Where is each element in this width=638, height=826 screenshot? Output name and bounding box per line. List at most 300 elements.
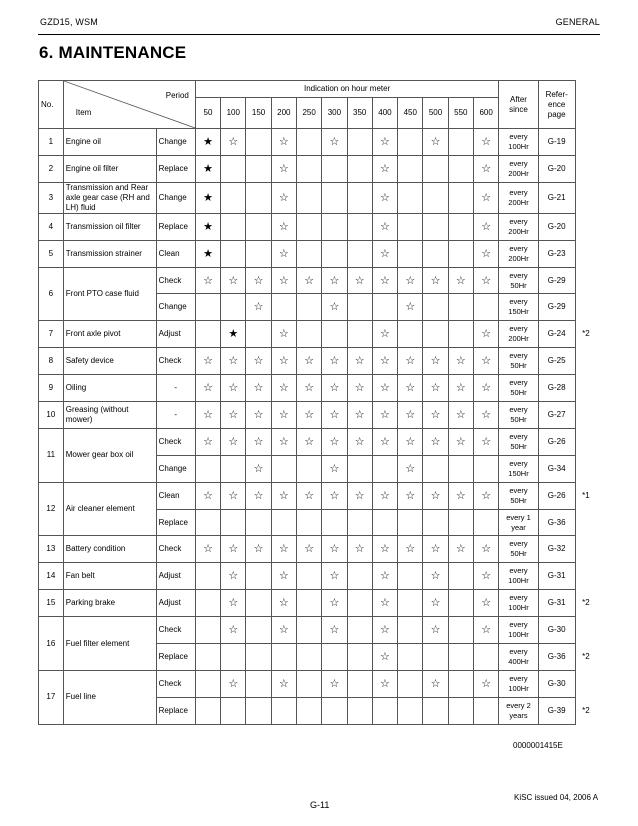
mark-cell [347,482,372,509]
hour-header-350: 350 [347,98,372,129]
row-note [575,455,596,482]
outline-star-icon: ☆ [203,355,213,368]
row-reference-page: G-39 [538,697,575,724]
row-action: Check [156,267,195,294]
filled-star-icon: ★ [228,328,239,341]
row-after-since: every 50Hr [499,482,538,509]
mark-cell [296,402,321,429]
col-header-ref: Refer-ence page [538,81,575,129]
row-reference-page: G-29 [538,294,575,321]
mark-cell [246,670,271,697]
mark-cell [221,402,246,429]
mark-cell [271,213,296,240]
row-item: Fuel filter element [63,617,156,671]
row-reference-page: G-31 [538,590,575,617]
mark-cell [423,267,448,294]
mark-cell [246,402,271,429]
row-action: Check [156,617,195,644]
mark-cell [448,536,473,563]
hour-header-50: 50 [195,98,220,129]
row-item: Fuel line [63,670,156,724]
mark-cell [296,294,321,321]
outline-star-icon: ☆ [203,274,213,287]
mark-cell [423,213,448,240]
mark-cell [372,348,397,375]
outline-star-icon: ☆ [481,247,492,260]
mark-cell [322,213,347,240]
mark-cell [398,509,423,536]
mark-cell [221,455,246,482]
row-after-since: every 50Hr [499,375,538,402]
outline-star-icon: ☆ [228,624,239,637]
row-action: Adjust [156,590,195,617]
mark-cell [221,155,246,182]
table-row [39,182,597,213]
mark-cell [271,455,296,482]
outline-star-icon: ☆ [278,543,289,556]
mark-cell [271,644,296,671]
row-action: Change [156,129,195,156]
outline-star-icon: ☆ [304,435,315,448]
page-title: 6. MAINTENANCE [39,43,187,62]
mark-cell [398,155,423,182]
outline-star-icon: ☆ [228,677,239,690]
row-after-since: every 100Hr [499,563,538,590]
outline-star-icon: ☆ [278,624,289,637]
mark-cell [271,321,296,348]
mark-cell [296,240,321,267]
mark-cell [271,509,296,536]
mark-cell [322,155,347,182]
outline-star-icon: ☆ [278,274,289,287]
mark-cell [322,129,347,156]
mark-cell [398,182,423,213]
row-after-since: every 200Hr [499,321,538,348]
row-number: 5 [39,240,64,267]
row-reference-page: G-19 [538,129,575,156]
mark-cell [398,213,423,240]
mark-cell [221,697,246,724]
mark-cell [398,563,423,590]
mark-cell [322,182,347,213]
mark-cell [423,644,448,671]
outline-star-icon: ☆ [278,408,289,421]
mark-cell [473,617,498,644]
outline-star-icon: ☆ [354,489,365,502]
mark-cell [195,240,220,267]
outline-star-icon: ☆ [253,435,264,448]
filled-star-icon: ★ [203,135,213,148]
row-number: 10 [39,402,64,429]
outline-star-icon: ☆ [329,408,340,421]
row-action: Replace [156,213,195,240]
row-item: Transmission and Rear axle gear case (RH and LH) fluid [63,182,156,213]
mark-cell [448,670,473,697]
outline-star-icon: ☆ [380,274,390,287]
mark-cell [246,590,271,617]
outline-star-icon: ☆ [278,135,289,148]
mark-cell [322,509,347,536]
maintenance-rows [39,129,597,725]
outline-star-icon: ☆ [481,570,492,583]
mark-cell [398,670,423,697]
row-after-since: every 100Hr [499,129,538,156]
mark-cell [372,509,397,536]
row-reference-page: G-20 [538,155,575,182]
row-action: Adjust [156,563,195,590]
hour-header-250: 250 [296,98,321,129]
mark-cell [398,348,423,375]
mark-cell [372,267,397,294]
outline-star-icon: ☆ [253,382,264,395]
mark-cell [246,348,271,375]
outline-star-icon: ☆ [430,274,441,287]
row-after-since: every 50Hr [499,402,538,429]
mark-cell [347,644,372,671]
mark-cell [473,536,498,563]
outline-star-icon: ☆ [481,274,492,287]
outline-star-icon: ☆ [354,274,365,287]
mark-cell [271,617,296,644]
mark-cell [423,348,448,375]
row-action: Replace [156,697,195,724]
mark-cell [246,294,271,321]
col-header-no: No. [39,81,64,129]
outline-star-icon: ☆ [455,382,466,395]
outline-star-icon: ☆ [481,408,492,421]
mark-cell [246,129,271,156]
outline-star-icon: ☆ [455,489,466,502]
mark-cell [372,590,397,617]
col-header-indication: Indication on hour meter [195,81,499,98]
row-number: 12 [39,482,64,536]
outline-star-icon: ☆ [380,382,390,395]
mark-cell [296,155,321,182]
mark-cell [372,375,397,402]
mark-cell [246,155,271,182]
mark-cell [398,455,423,482]
mark-cell [221,267,246,294]
row-number: 11 [39,428,64,482]
outline-star-icon: ☆ [329,355,340,368]
mark-cell [296,482,321,509]
row-number: 2 [39,155,64,182]
mark-cell [372,455,397,482]
mark-cell [473,670,498,697]
outline-star-icon: ☆ [228,489,239,502]
outline-star-icon: ☆ [430,677,441,690]
outline-star-icon: ☆ [455,543,466,556]
row-reference-page: G-26 [538,428,575,455]
mark-cell [448,294,473,321]
outline-star-icon: ☆ [278,677,289,690]
row-after-since: every 100Hr [499,590,538,617]
mark-cell [372,563,397,590]
row-note: *2 [582,651,590,661]
mark-cell [322,375,347,402]
outline-star-icon: ☆ [380,543,390,556]
mark-cell [322,590,347,617]
row-action: Change [156,455,195,482]
mark-cell [448,563,473,590]
mark-cell [473,482,498,509]
mark-cell [473,240,498,267]
item-label: Item [75,107,92,117]
outline-star-icon: ☆ [203,489,213,502]
mark-cell [423,402,448,429]
row-note [575,182,596,213]
mark-cell [347,402,372,429]
mark-cell [398,294,423,321]
mark-cell [347,617,372,644]
mark-cell [221,590,246,617]
outline-star-icon: ☆ [278,435,289,448]
mark-cell [195,294,220,321]
hour-header-400: 400 [372,98,397,129]
mark-cell [423,563,448,590]
filled-star-icon: ★ [203,220,213,233]
row-note: *2 [582,598,590,608]
row-number: 3 [39,182,64,213]
mark-cell [296,267,321,294]
mark-cell [296,617,321,644]
mark-cell [296,670,321,697]
row-note [575,670,596,697]
table-row [39,321,597,348]
row-item: Front PTO case fluid [63,267,156,321]
mark-cell [271,482,296,509]
mark-cell [195,563,220,590]
col-header-after: After since [499,81,538,129]
mark-cell [448,428,473,455]
table-row [39,240,597,267]
mark-cell [347,294,372,321]
row-note [575,348,596,375]
outline-star-icon: ☆ [354,435,365,448]
outline-star-icon: ☆ [405,408,416,421]
outline-star-icon: ☆ [405,382,416,395]
page-number: G-11 [310,800,330,810]
outline-star-icon: ☆ [253,408,264,421]
outline-star-icon: ☆ [278,247,289,260]
outline-star-icon: ☆ [253,301,264,314]
outline-star-icon: ☆ [405,435,416,448]
row-number: 17 [39,670,64,724]
mark-cell [423,617,448,644]
outline-star-icon: ☆ [278,162,289,175]
row-item: Transmission strainer [63,240,156,267]
outline-star-icon: ☆ [455,274,466,287]
row-after-since: every 2 years [499,697,538,724]
row-reference-page: G-21 [538,182,575,213]
outline-star-icon: ☆ [228,597,239,610]
outline-star-icon: ☆ [329,489,340,502]
mark-cell [296,213,321,240]
outline-star-icon: ☆ [228,382,239,395]
mark-cell [195,428,220,455]
mark-cell [372,482,397,509]
outline-star-icon: ☆ [430,435,441,448]
mark-cell [448,267,473,294]
row-item: Engine oil filter [63,155,156,182]
outline-star-icon: ☆ [380,435,390,448]
outline-star-icon: ☆ [228,135,239,148]
outline-star-icon: ☆ [430,408,441,421]
mark-cell [271,563,296,590]
outline-star-icon: ☆ [329,135,340,148]
mark-cell [322,563,347,590]
mark-cell [221,428,246,455]
mark-cell [372,182,397,213]
row-item: Mower gear box oil [63,428,156,482]
outline-star-icon: ☆ [304,408,315,421]
outline-star-icon: ☆ [329,570,340,583]
outline-star-icon: ☆ [481,328,492,341]
doc-header-right: GENERAL [555,17,600,27]
doc-header-left: GZD15, WSM [40,17,99,27]
row-action: - [156,402,195,429]
row-number: 6 [39,267,64,321]
outline-star-icon: ☆ [455,355,466,368]
mark-cell [347,670,372,697]
outline-star-icon: ☆ [380,624,390,637]
outline-star-icon: ☆ [278,328,289,341]
outline-star-icon: ☆ [278,489,289,502]
mark-cell [246,509,271,536]
mark-cell [221,129,246,156]
outline-star-icon: ☆ [228,408,239,421]
outline-star-icon: ☆ [278,597,289,610]
row-item: Parking brake [63,590,156,617]
mark-cell [448,155,473,182]
mark-cell [271,536,296,563]
mark-cell [473,455,498,482]
outline-star-icon: ☆ [228,543,239,556]
outline-star-icon: ☆ [228,355,239,368]
row-after-since: every 50Hr [499,348,538,375]
row-after-since: every 200Hr [499,155,538,182]
row-reference-page: G-30 [538,617,575,644]
mark-cell [322,240,347,267]
mark-cell [195,482,220,509]
mark-cell [347,697,372,724]
outline-star-icon: ☆ [253,274,264,287]
row-action: Check [156,536,195,563]
mark-cell [448,129,473,156]
mark-cell [423,670,448,697]
row-action: Clean [156,482,195,509]
outline-star-icon: ☆ [329,301,340,314]
mark-cell [322,402,347,429]
mark-cell [423,482,448,509]
outline-star-icon: ☆ [481,191,492,204]
outline-star-icon: ☆ [430,597,441,610]
row-note [575,155,596,182]
outline-star-icon: ☆ [405,543,416,556]
mark-cell [246,213,271,240]
outline-star-icon: ☆ [304,355,315,368]
row-number: 15 [39,590,64,617]
mark-cell [347,240,372,267]
outline-star-icon: ☆ [455,435,466,448]
outline-star-icon: ☆ [203,543,213,556]
outline-star-icon: ☆ [228,570,239,583]
mark-cell [473,590,498,617]
mark-cell [372,129,397,156]
mark-cell [271,182,296,213]
outline-star-icon: ☆ [380,220,390,233]
mark-cell [473,428,498,455]
outline-star-icon: ☆ [278,191,289,204]
outline-star-icon: ☆ [354,355,365,368]
row-reference-page: G-20 [538,213,575,240]
mark-cell [473,182,498,213]
outline-star-icon: ☆ [380,247,390,260]
outline-star-icon: ☆ [481,489,492,502]
outline-star-icon: ☆ [304,382,315,395]
table-row [39,482,597,509]
mark-cell [473,129,498,156]
mark-cell [448,482,473,509]
hour-header-150: 150 [246,98,271,129]
hour-header-500: 500 [423,98,448,129]
mark-cell [322,348,347,375]
mark-cell [296,348,321,375]
mark-cell [271,402,296,429]
mark-cell [372,213,397,240]
mark-cell [423,428,448,455]
mark-cell [221,182,246,213]
row-note [575,213,596,240]
table-row [39,670,597,697]
row-note [575,617,596,644]
mark-cell [195,590,220,617]
mark-cell [322,617,347,644]
row-action: Clean [156,240,195,267]
mark-cell [347,428,372,455]
row-note [575,267,596,294]
row-item: Fan belt [63,563,156,590]
mark-cell [448,375,473,402]
mark-cell [448,590,473,617]
table-row [39,129,597,156]
mark-cell [398,482,423,509]
outline-star-icon: ☆ [481,162,492,175]
mark-cell [322,321,347,348]
mark-cell [448,509,473,536]
mark-cell [372,428,397,455]
mark-cell [398,697,423,724]
mark-cell [221,536,246,563]
mark-cell [347,563,372,590]
row-number: 9 [39,375,64,402]
mark-cell [195,697,220,724]
mark-cell [221,509,246,536]
outline-star-icon: ☆ [430,135,441,148]
outline-star-icon: ☆ [304,274,315,287]
outline-star-icon: ☆ [481,624,492,637]
mark-cell [398,375,423,402]
row-action: Replace [156,644,195,671]
mark-cell [322,536,347,563]
row-item: Air cleaner element [63,482,156,536]
mark-cell [322,428,347,455]
row-action: Change [156,294,195,321]
row-note [575,428,596,455]
row-number: 13 [39,536,64,563]
mark-cell [221,617,246,644]
mark-cell [296,590,321,617]
